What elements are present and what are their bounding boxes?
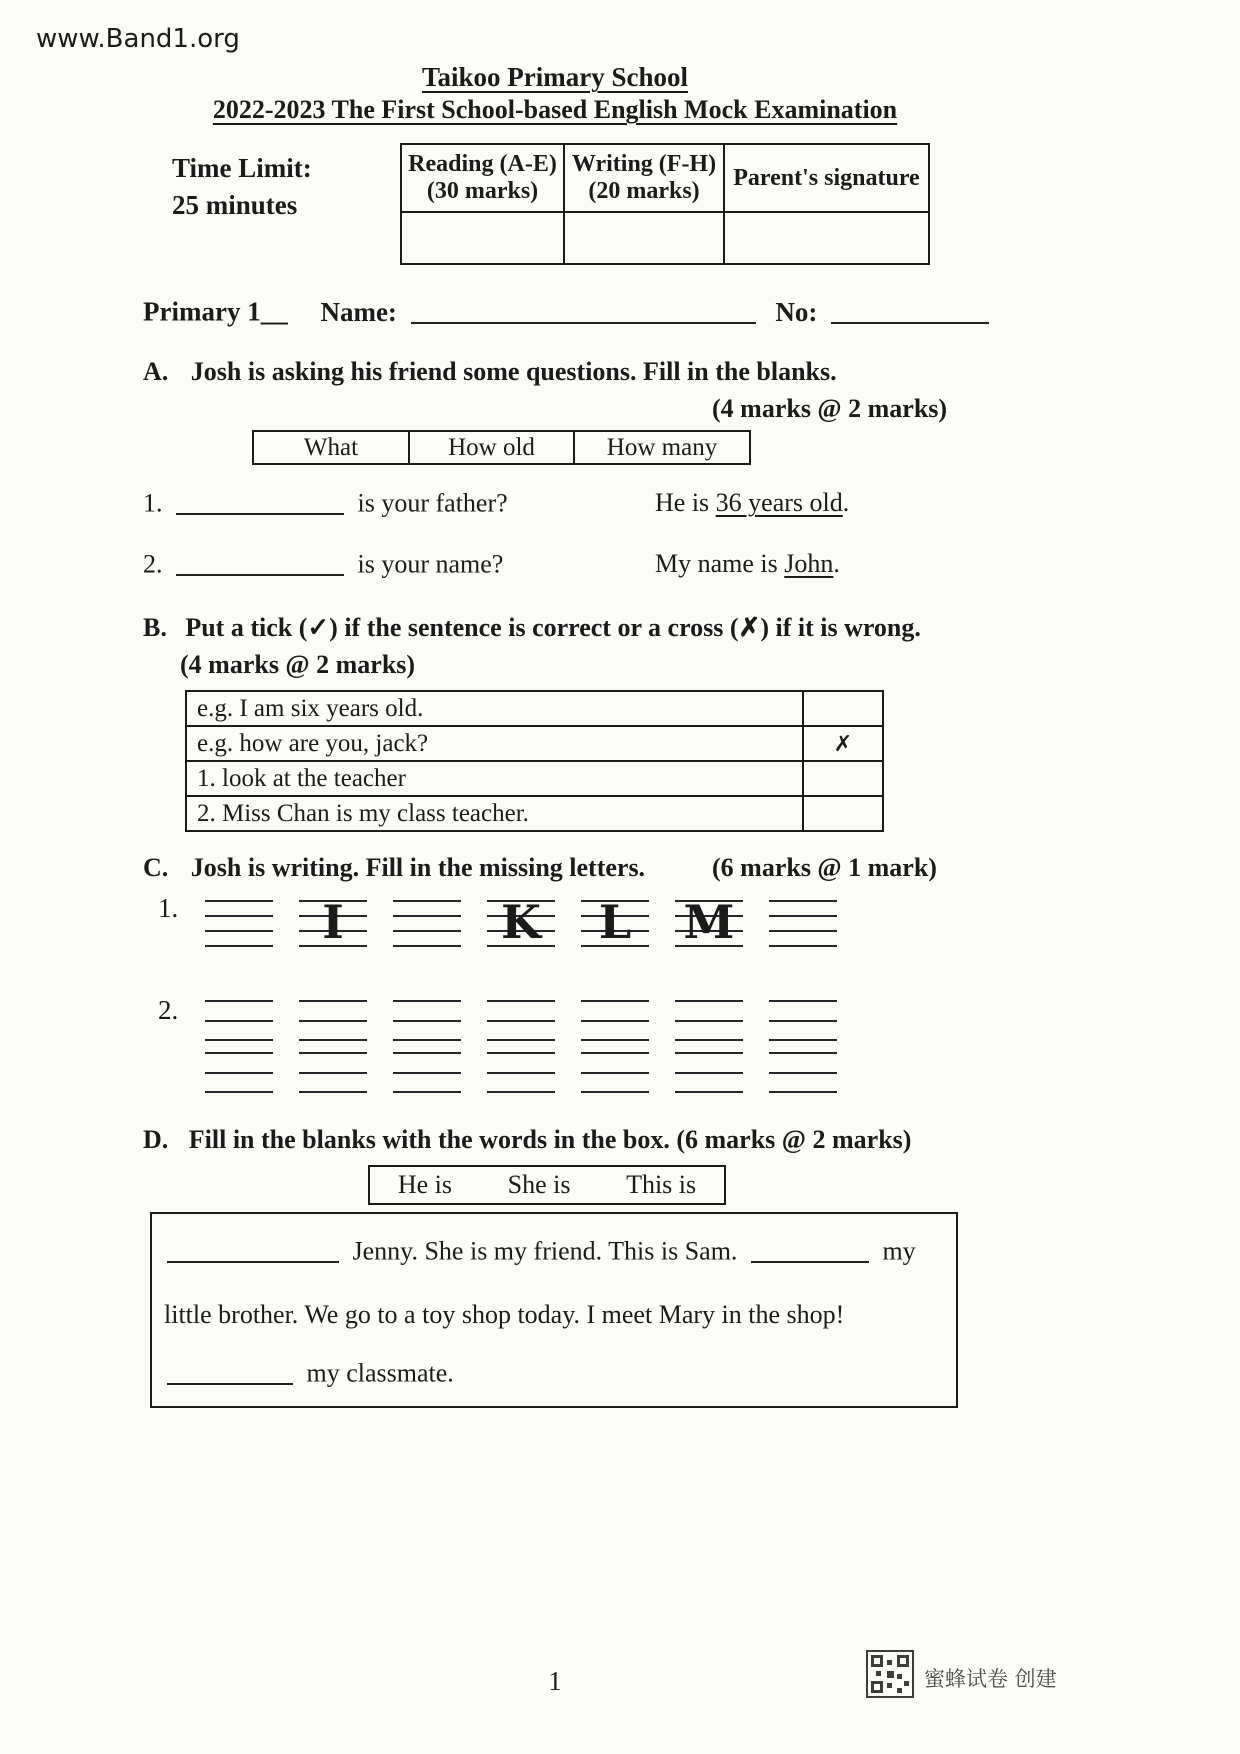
qr-code-icon xyxy=(866,1650,914,1705)
time-limit-line-1: Time Limit: xyxy=(172,153,312,183)
reading-header-line-2: (30 marks) xyxy=(426,178,539,204)
watermark: www.Band1.org xyxy=(36,24,240,54)
hw-letter: K xyxy=(501,895,541,949)
word-box-this-is: This is xyxy=(626,1170,697,1199)
section-b-title: Put a tick (✓) if the sentence is correct or a cross (✗) if it is wrong. xyxy=(185,613,921,642)
section-b-table xyxy=(185,690,884,832)
passage-line-1 xyxy=(160,1236,950,1267)
reading-header-line-1: Reading (A-E) xyxy=(408,151,557,177)
reading-header-cell xyxy=(401,144,564,212)
passage-line-2: little brother. We go to a toy shop today. I meet Mary in the shop! xyxy=(164,1300,845,1329)
creator-credit: 蜜蜂试卷 创建 xyxy=(924,1667,1057,1691)
writing-score-cell xyxy=(564,212,724,264)
handwriting-cell xyxy=(581,1000,649,1041)
handwriting-cell xyxy=(299,1000,367,1041)
no-blank xyxy=(831,296,989,324)
section-a-label: A. xyxy=(143,357,169,386)
table-row xyxy=(186,761,883,796)
time-limit-line-2: 25 minutes xyxy=(172,190,298,220)
word-box-how-many: How many xyxy=(574,431,750,464)
section-d-passage-box xyxy=(150,1212,958,1408)
time-limit xyxy=(172,150,312,224)
section-d-header xyxy=(143,1125,911,1155)
word-box-what: What xyxy=(253,431,409,464)
handwriting-cell xyxy=(769,900,837,947)
section-c-label: C. xyxy=(143,853,169,882)
reading-score-cell xyxy=(401,212,564,264)
passage-line-3-text: my classmate. xyxy=(306,1358,454,1388)
a1-underlined: 36 years old xyxy=(715,488,843,517)
parent-signature-header-cell: Parent's signature xyxy=(724,144,929,212)
b-row-1-text: e.g. I am six years old. xyxy=(186,691,803,726)
q2-number: 2. xyxy=(143,549,163,579)
hw-letter: I xyxy=(322,895,344,949)
section-c-title: Josh is writing. Fill in the missing letters. xyxy=(190,853,646,882)
handwriting-cell xyxy=(205,1000,273,1041)
no-label: No: xyxy=(775,296,818,327)
passage-line-1-text: Jenny. She is my friend. This is Sam. xyxy=(352,1236,738,1266)
writing-header-line-2: (20 marks) xyxy=(588,178,700,204)
passage-blank-3 xyxy=(167,1358,293,1385)
table-row xyxy=(186,796,883,831)
school-title-text: Taikoo Primary School xyxy=(421,62,689,92)
section-b-marks: (4 marks @ 2 marks) xyxy=(180,650,416,679)
item-2-number: 2. xyxy=(158,995,179,1025)
answer-1 xyxy=(655,488,849,518)
handwriting-cell xyxy=(205,900,273,947)
handwriting-row-2a xyxy=(205,1000,837,1041)
section-b-header xyxy=(143,613,921,643)
b-row-2-mark: ✗ xyxy=(803,726,883,761)
handwriting-cell xyxy=(487,1000,555,1041)
handwriting-row-2b xyxy=(205,1052,837,1093)
b-row-2-text: e.g. how are you, jack? xyxy=(186,726,803,761)
passage-blank-1 xyxy=(167,1236,339,1263)
q1-answer-blank xyxy=(176,488,344,515)
writing-header-cell xyxy=(564,144,724,212)
word-box-she-is: She is xyxy=(507,1170,571,1199)
a1-prefix: He is xyxy=(655,488,710,517)
q1-number: 1. xyxy=(143,488,163,518)
name-label: Name: xyxy=(320,296,397,327)
a2-prefix: My name is xyxy=(655,549,778,578)
b-row-3-text: 1. look at the teacher xyxy=(186,761,803,796)
q2-answer-blank xyxy=(176,549,344,576)
handwriting-cell xyxy=(393,900,461,947)
handwriting-cell xyxy=(675,1052,743,1093)
writing-header-line-1: Writing (F-H) xyxy=(571,151,717,177)
handwriting-cell xyxy=(205,1052,273,1093)
q2-text: is your name? xyxy=(357,549,504,579)
name-blank xyxy=(411,296,756,324)
section-d-title: Fill in the blanks with the words in the box. (6 marks @ 2 marks) xyxy=(188,1125,912,1154)
exam-title-text: 2022-2023 The First School-based English Mock Examination xyxy=(212,95,898,124)
question-2 xyxy=(143,549,503,580)
student-info-line xyxy=(143,296,996,328)
exam-title xyxy=(0,95,1110,125)
handwriting-cell xyxy=(393,1052,461,1093)
question-1 xyxy=(143,488,508,519)
section-d-label: D. xyxy=(143,1125,169,1154)
hw-letter: M xyxy=(683,895,735,949)
section-a-marks: (4 marks @ 2 marks) xyxy=(712,394,948,423)
word-box-how-old: How old xyxy=(409,431,574,464)
handwriting-cell xyxy=(581,1052,649,1093)
parent-signature-cell xyxy=(724,212,929,264)
table-row xyxy=(186,726,883,761)
table-row xyxy=(186,691,883,726)
handwriting-cell xyxy=(487,1052,555,1093)
handwriting-cell xyxy=(299,895,367,949)
school-title xyxy=(0,62,1110,93)
handwriting-cell xyxy=(675,1000,743,1041)
class-label: Primary 1__ xyxy=(143,296,288,327)
a2-period: . xyxy=(833,549,840,578)
section-c-marks: (6 marks @ 1 mark) xyxy=(712,853,937,882)
answer-2 xyxy=(655,549,840,579)
b-row-4-text: 2. Miss Chan is my class teacher. xyxy=(186,796,803,831)
handwriting-cell xyxy=(769,1052,837,1093)
section-a-header xyxy=(143,357,837,387)
handwriting-cell xyxy=(393,1000,461,1041)
section-d-word-box xyxy=(368,1165,726,1205)
handwriting-cell xyxy=(769,1000,837,1041)
word-box-he-is: He is xyxy=(397,1170,452,1199)
b-row-4-mark xyxy=(803,796,883,831)
section-a-title: Josh is asking his friend some questions. Fill in the blanks. xyxy=(190,357,837,386)
marks-table xyxy=(400,143,930,265)
passage-line-3 xyxy=(160,1358,950,1389)
a1-period: . xyxy=(842,488,850,517)
section-b-label: B. xyxy=(143,613,167,642)
q1-text: is your father? xyxy=(357,488,508,518)
section-c-header xyxy=(143,853,645,883)
item-1-number: 1. xyxy=(158,893,179,923)
a2-underlined: John xyxy=(784,549,834,578)
handwriting-cell xyxy=(299,1052,367,1093)
handwriting-cell xyxy=(675,895,743,949)
passage-blank-2 xyxy=(751,1236,869,1263)
handwriting-row-1 xyxy=(205,895,837,949)
page-number: 1 xyxy=(548,1666,562,1696)
b-row-1-mark xyxy=(803,691,883,726)
hw-letter: L xyxy=(598,895,632,949)
handwriting-cell xyxy=(487,895,555,949)
passage-line-1-end: my xyxy=(882,1236,916,1266)
b-row-3-mark xyxy=(803,761,883,796)
handwriting-cell xyxy=(581,895,649,949)
section-a-word-box xyxy=(252,430,751,465)
